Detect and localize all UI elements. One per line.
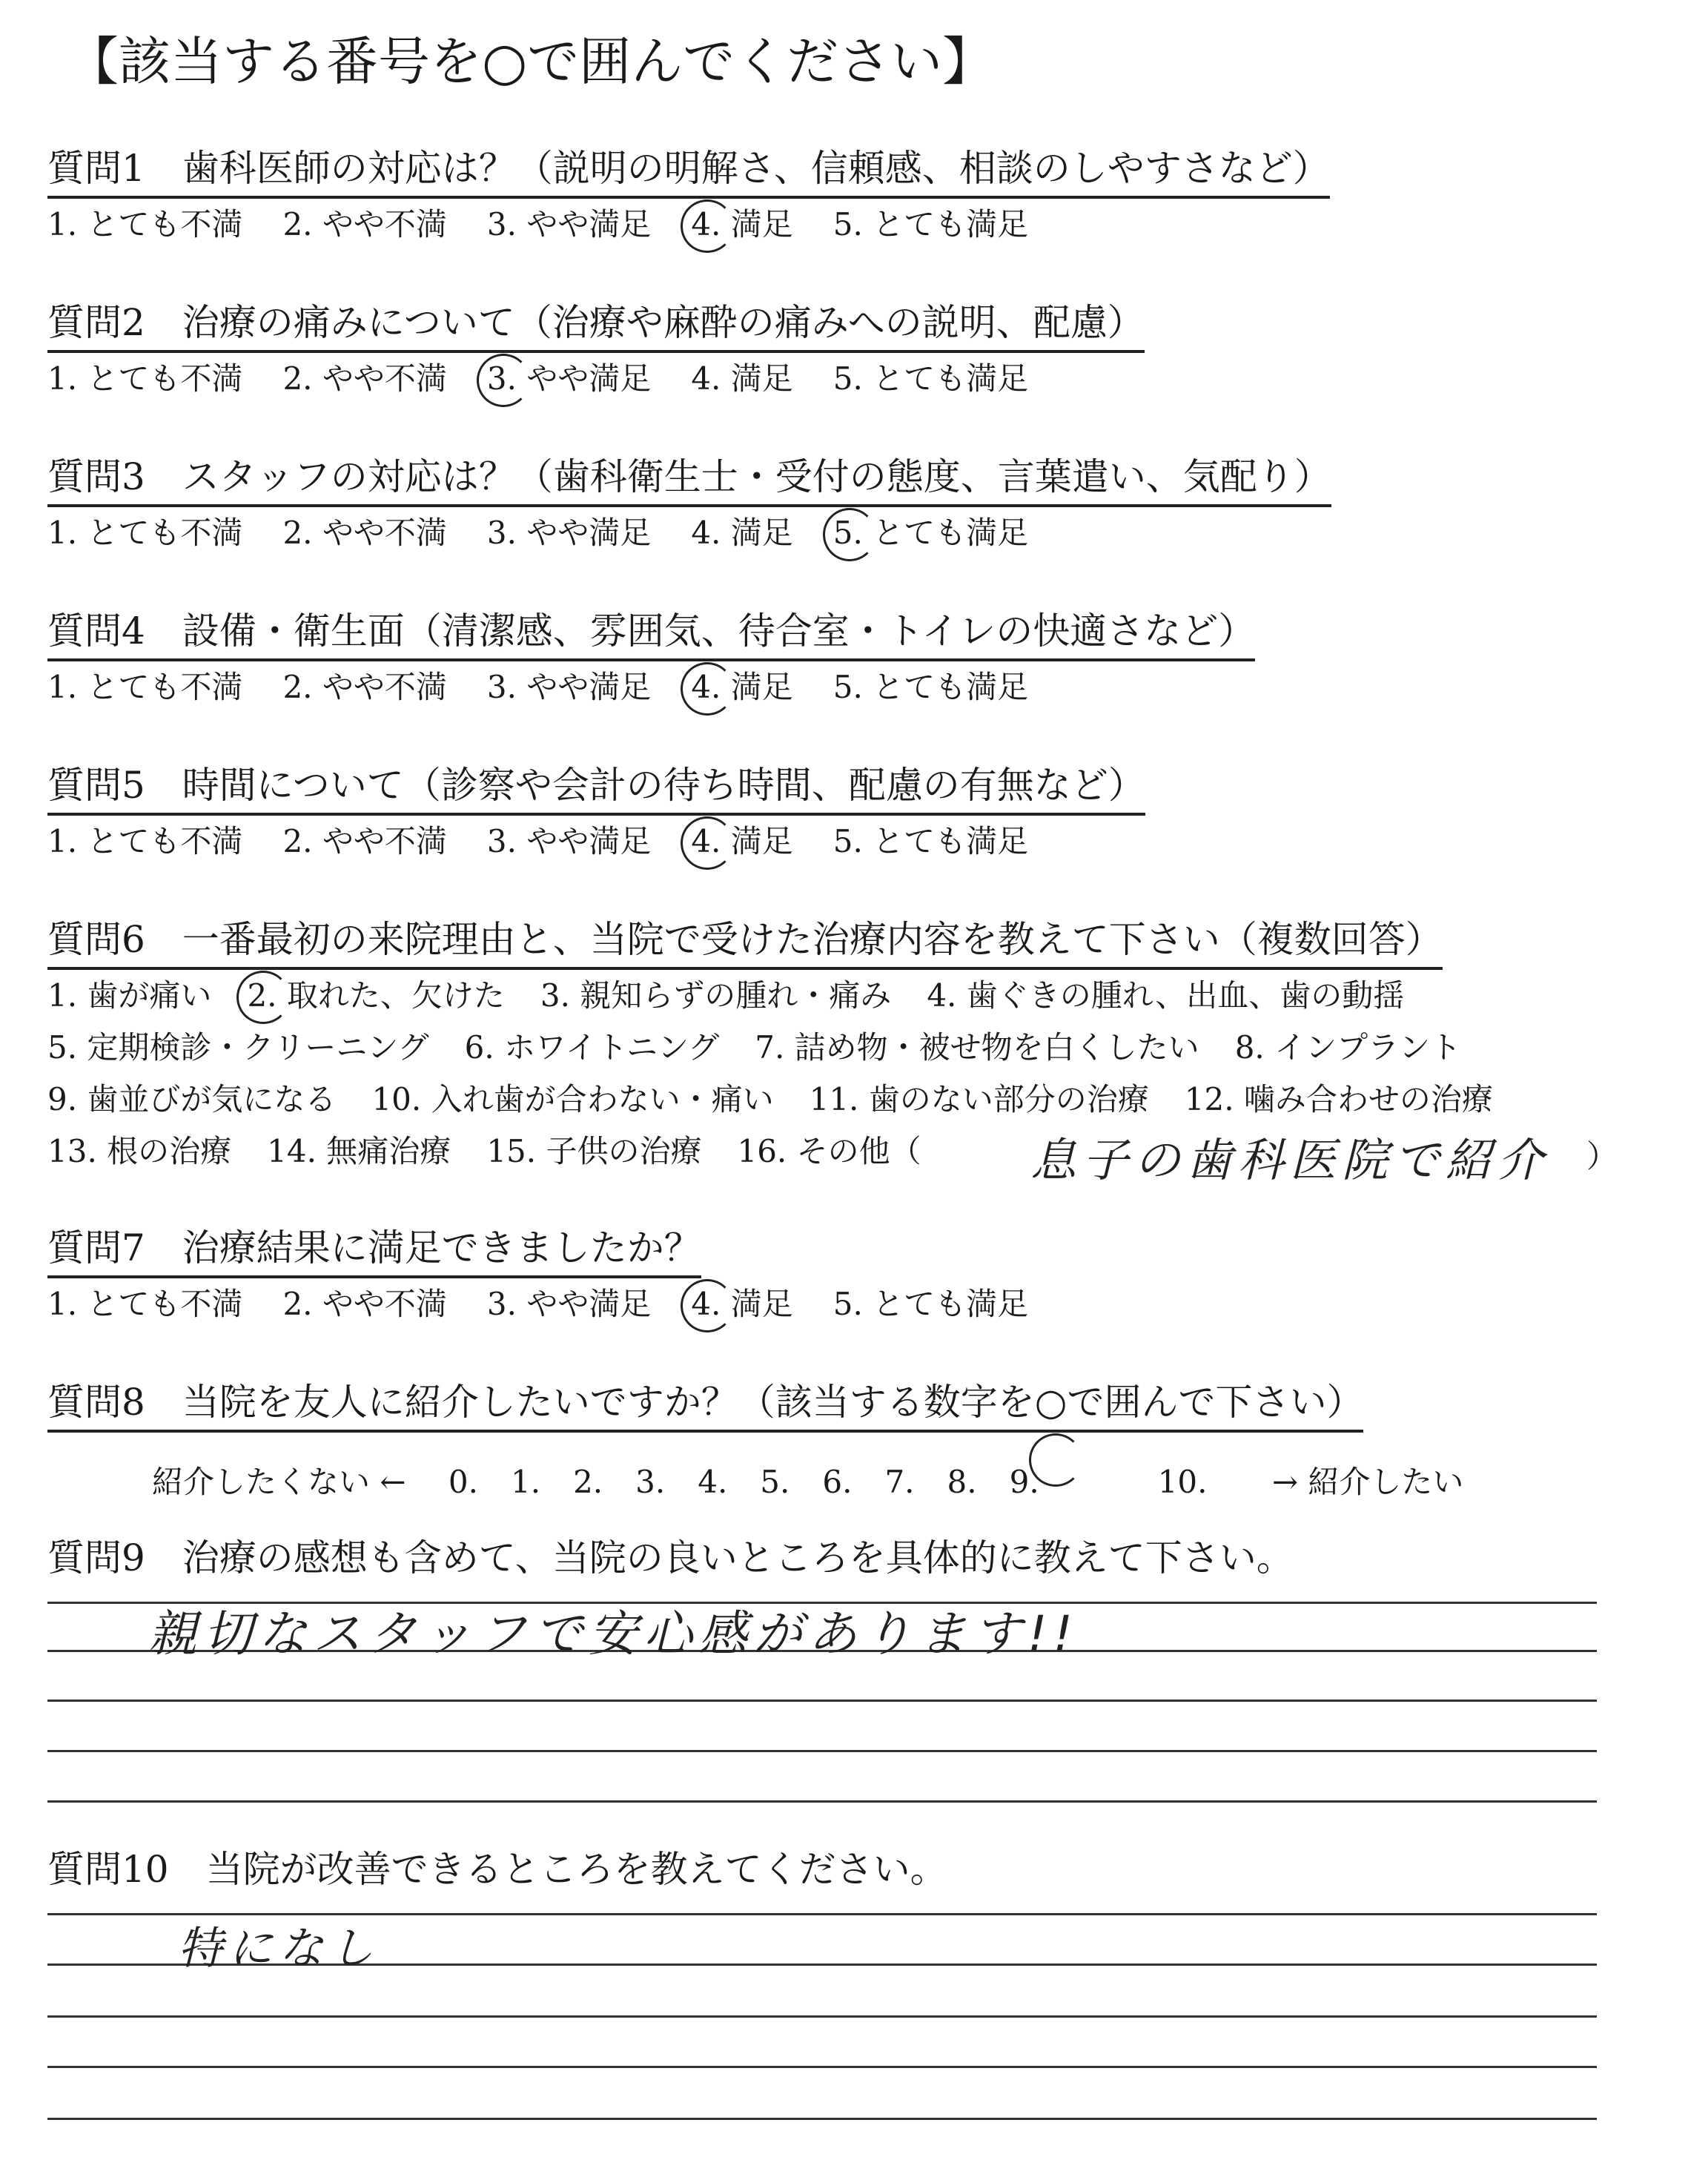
option-1[interactable]: 1. とても不満 [47,206,243,242]
question-9-answer: 親切なスタッフで安心感があります!! [148,1605,1079,1662]
question-2: 質問2 治療の痛みについて（治療や麻酔の痛みへの説明、配慮） [47,300,1145,353]
answer-line [47,2118,1597,2120]
scale-value-5[interactable]: 5. [760,1464,790,1500]
question-8-scale [152,1439,1496,1502]
selection-circle [477,354,530,407]
question-6: 質問6 一番最初の来院理由と、当院で受けた治療内容を教えて下さい（複数回答） [47,916,1443,970]
selection-circle [823,508,876,561]
option-4[interactable]: 4. 満足 [691,515,793,551]
question-2-options [47,360,1028,398]
option-3[interactable]: 3. やや満足 [486,823,652,859]
option-5[interactable]: 5. とても満足 [833,669,1029,705]
selection-circle [236,971,290,1024]
question-4: 質問4 設備・衛生面（清潔感、雰囲気、待合室・トイレの快適さなど） [47,608,1255,661]
answer-line [47,2066,1597,2068]
question-3: 質問3 スタッフの対応は？（歯科衛生士・受付の態度、言葉遣い、気配り） [47,454,1331,507]
question-1-options [47,205,1028,244]
question-7-options [47,1285,1028,1324]
selection-circle [681,1279,734,1332]
question-6-row-1 [47,977,1440,1015]
question-6-other-close: ） [1586,1138,1618,1175]
option-4[interactable]: 4. 満足 [691,822,792,861]
option-4[interactable]: 4. 満足 [691,668,792,707]
option-2[interactable]: 2. やや不満 [282,823,447,859]
selection-circle [1029,1433,1082,1487]
option-1[interactable]: 1. とても不満 [47,360,243,397]
question-8: 質問8 当院を友人に紹介したいですか？（該当する数字を○で囲んで下さい） [47,1379,1363,1433]
q6-option[interactable]: 12. 噛み合わせの治療 [1184,1081,1493,1117]
selection-circle [681,816,734,870]
question-9: 質問9 治療の感想も含めて、当院の良いところを具体的に教えて下さい。 [47,1536,1294,1579]
option-5[interactable]: 5. とても満足 [833,514,1028,552]
question-4-options [47,668,1028,707]
q6-option[interactable]: 16. その他（ [737,1133,921,1169]
q6-option[interactable]: 1. 歯が痛い [47,977,212,1014]
question-5: 質問5 時間について（診察や会計の待ち時間、配慮の有無など） [47,762,1145,816]
q6-option[interactable]: 10. 入れ歯が合わない・痛い [371,1081,774,1117]
option-1[interactable]: 1. とても不満 [47,669,243,705]
option-2[interactable]: 2. やや不満 [282,206,447,242]
option-3[interactable]: 3. やや満足 [486,206,652,242]
q6-option[interactable]: 11. 歯のない部分の治療 [809,1081,1149,1117]
q6-option[interactable]: 7. 詰め物・被せ物を白くしたい [755,1029,1199,1066]
option-5[interactable]: 5. とても満足 [833,1286,1029,1322]
q6-option[interactable]: 4. 歯ぐきの腫れ、出血、歯の動揺 [927,977,1405,1014]
scale-value-3[interactable]: 3. [635,1464,666,1500]
option-3[interactable]: 3. やや満足 [486,1286,652,1322]
page-title: 【該当する番号を○で囲んでください】 [67,31,995,92]
scale-numbers [448,1439,1240,1502]
option-1[interactable]: 1. とても不満 [47,515,243,551]
q6-option[interactable]: 6. ホワイトニング [464,1029,720,1066]
scale-value-8[interactable]: 8. [947,1464,977,1500]
scale-right-label: → 紹介したい [1271,1464,1464,1500]
option-3[interactable]: 3. やや満足 [486,515,652,551]
scale-value-4[interactable]: 4. [698,1464,728,1500]
option-5[interactable]: 5. とても満足 [833,823,1029,859]
option-4[interactable]: 4. 満足 [691,360,793,397]
q6-option[interactable]: 8. インプラント [1234,1029,1462,1066]
scale-value-1[interactable]: 1. [510,1464,541,1500]
selection-circle [681,199,734,253]
question-10: 質問10 当院が改善できるところを教えてください。 [47,1848,947,1891]
q6-option[interactable]: 9. 歯並びが気になる [47,1081,337,1117]
scale-value-0[interactable]: 0. [448,1464,478,1500]
option-2[interactable]: 2. やや不満 [282,669,447,705]
question-6-row-4 [47,1132,957,1171]
q6-option[interactable]: 13. 根の治療 [47,1133,232,1169]
question-5-options [47,822,1028,861]
answer-line [47,1750,1597,1752]
answer-line [47,2015,1597,2018]
q6-option[interactable]: 2. 取れた、欠けた [247,977,504,1015]
answer-line [47,1800,1597,1803]
question-7: 質問7 治療結果に満足できましたか？ [47,1225,701,1278]
scale-value-6[interactable]: 6. [822,1464,853,1500]
q6-option[interactable]: 14. 無痛治療 [267,1133,451,1169]
option-2[interactable]: 2. やや不満 [282,1286,447,1322]
question-10-answer: 特になし [178,1923,380,1975]
scale-value-9[interactable]: 9. [1010,1439,1125,1502]
selection-circle [681,662,734,716]
option-5[interactable]: 5. とても満足 [833,206,1029,242]
question-6-row-3 [47,1080,1529,1119]
question-1: 質問1 歯科医師の対応は？（説明の明解さ、信頼感、相談のしやすさなど） [47,145,1330,199]
scale-value-10[interactable]: 10. [1157,1464,1208,1500]
option-5[interactable]: 5. とても満足 [833,360,1029,397]
question-3-options [47,514,1028,552]
scale-left-label: 紹介したくない ← [152,1464,406,1500]
scale-value-2[interactable]: 2. [573,1464,603,1500]
option-2[interactable]: 2. やや不満 [282,360,447,397]
option-1[interactable]: 1. とても不満 [47,823,243,859]
option-2[interactable]: 2. やや不満 [282,515,447,551]
option-1[interactable]: 1. とても不満 [47,1286,243,1322]
option-4[interactable]: 4. 満足 [691,1285,792,1324]
answer-line [47,1700,1597,1702]
q6-option[interactable]: 5. 定期検診・クリーニング [47,1029,429,1066]
q6-option[interactable]: 15. 子供の治療 [486,1133,702,1169]
q6-option[interactable]: 3. 親知らずの腫れ・痛み [540,977,892,1014]
scale-value-7[interactable]: 7. [884,1464,915,1500]
option-3[interactable]: 3. やや満足 [486,669,652,705]
question-6-other-answer: 息子の歯科医院で紹介 [1030,1133,1550,1187]
option-3[interactable]: 3. やや満足 [487,360,651,398]
question-6-row-2 [47,1028,1497,1067]
option-4[interactable]: 4. 満足 [691,205,792,244]
